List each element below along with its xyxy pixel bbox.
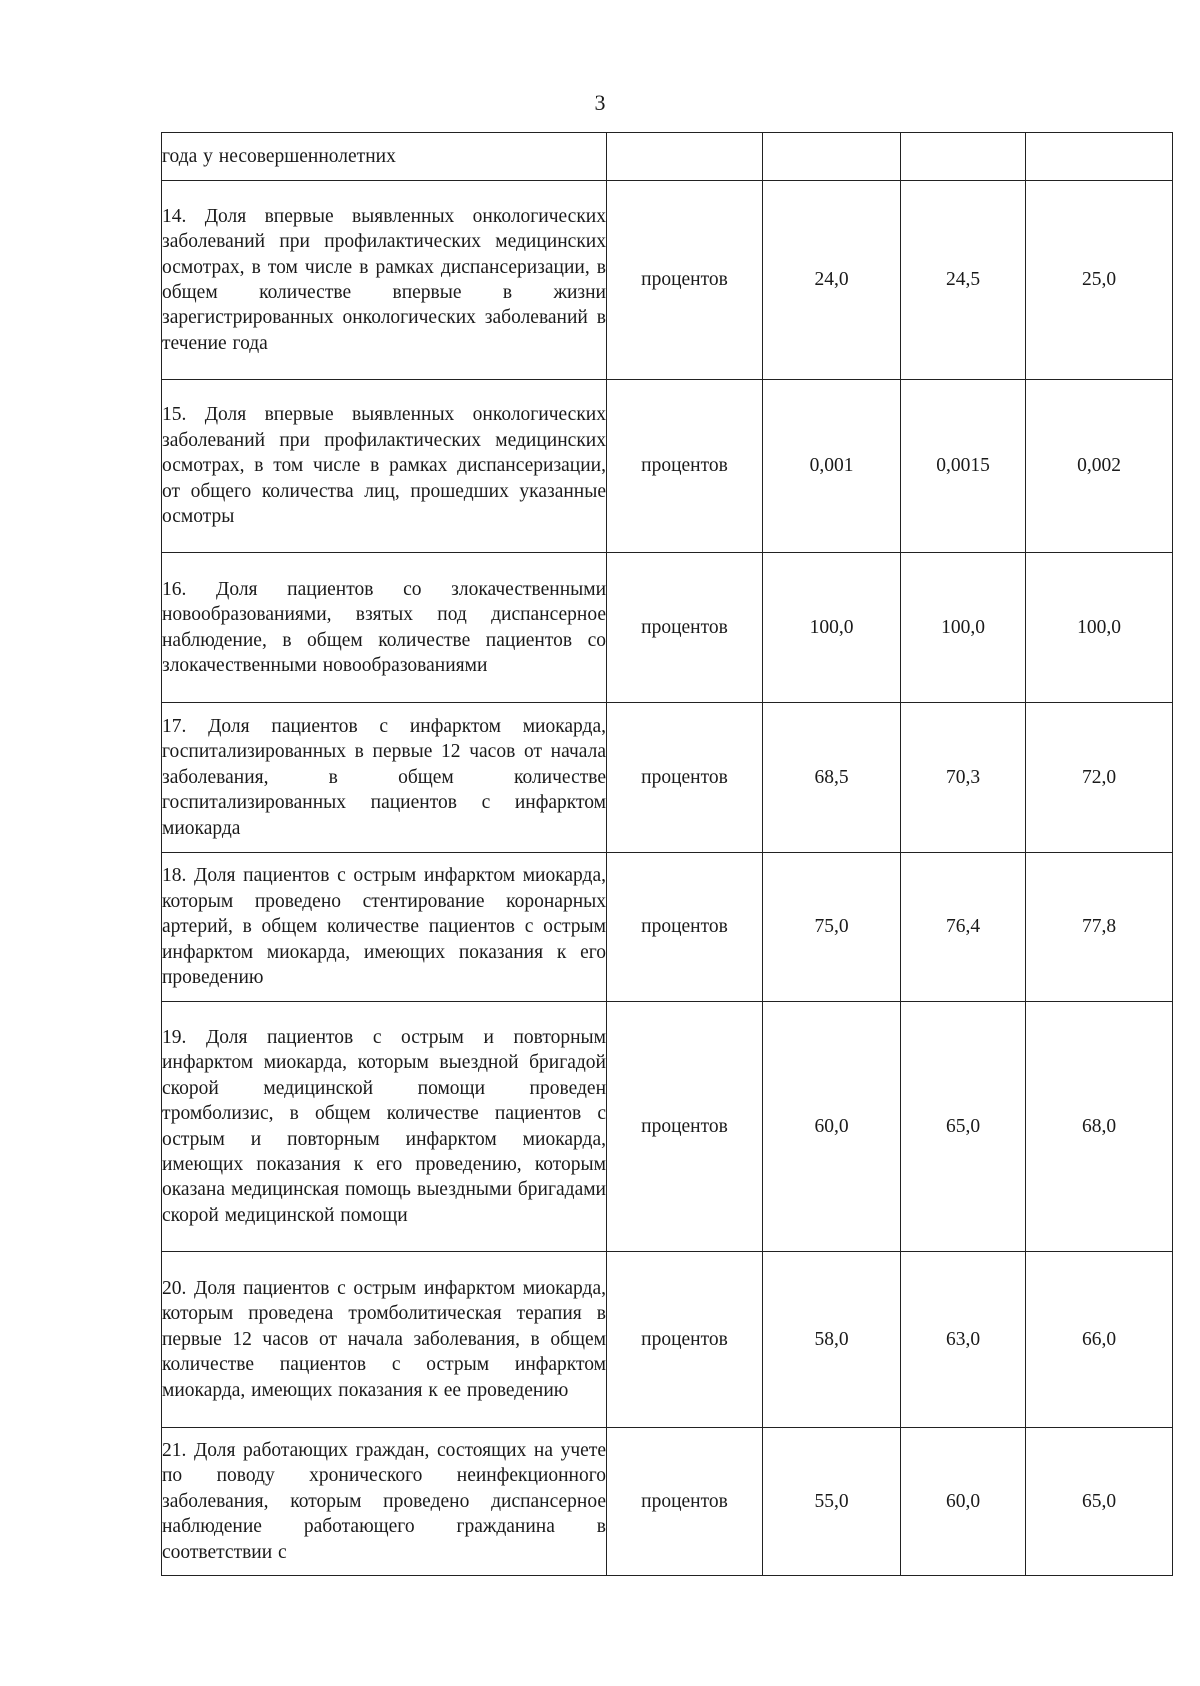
indicator-name: года у несовершеннолетних <box>162 133 607 181</box>
table-row <box>162 553 1173 703</box>
value-cell-3: 100,0 <box>1026 553 1173 703</box>
value-cell-3: 77,8 <box>1026 853 1173 1002</box>
value-cell-3: 68,0 <box>1026 1002 1173 1252</box>
value-cell-1: 58,0 <box>763 1252 901 1428</box>
unit-cell <box>607 133 763 181</box>
value-cell-2: 60,0 <box>901 1428 1026 1576</box>
indicators-table <box>161 132 1173 1576</box>
indicator-name: 16. Доля пациентов со злокачественными новообразованиями, взятых под диспансерное наблюдение, в общем количестве пациентов со злокачественными новообразованиями <box>162 553 607 703</box>
table-row <box>162 1002 1173 1252</box>
value-cell-2: 70,3 <box>901 703 1026 853</box>
unit-cell: процентов <box>607 703 763 853</box>
table-row <box>162 1428 1173 1576</box>
value-cell-1: 68,5 <box>763 703 901 853</box>
value-cell-2 <box>901 133 1026 181</box>
value-cell-3 <box>1026 133 1173 181</box>
value-cell-1: 24,0 <box>763 181 901 380</box>
value-cell-2: 100,0 <box>901 553 1026 703</box>
page-number: 3 <box>594 90 606 115</box>
unit-cell: процентов <box>607 380 763 553</box>
value-cell-2: 0,0015 <box>901 380 1026 553</box>
table-row <box>162 133 1173 181</box>
indicator-name: 20. Доля пациентов с острым инфарктом миокарда, которым проведена тромболитическая терапия в первые 12 часов от начала заболевания, в общем количестве пациентов с острым инфарктом миокарда, имеющих показания к ее проведению <box>162 1252 607 1428</box>
value-cell-1: 55,0 <box>763 1428 901 1576</box>
table-row <box>162 181 1173 380</box>
value-cell-3: 65,0 <box>1026 1428 1173 1576</box>
indicator-name: 19. Доля пациентов с острым и повторным инфарктом миокарда, которым выездной бригадой скорой медицинской помощи проведен тромболизис, в общем количестве пациентов с острым и повторным инфарктом миокарда, имеющих показания к его проведению, которым оказана медицинская помощь выездными бригадами скорой медицинской помощи <box>162 1002 607 1252</box>
unit-cell: процентов <box>607 853 763 1002</box>
value-cell-2: 76,4 <box>901 853 1026 1002</box>
value-cell-1: 100,0 <box>763 553 901 703</box>
value-cell-1: 60,0 <box>763 1002 901 1252</box>
value-cell-3: 0,002 <box>1026 380 1173 553</box>
table-row <box>162 853 1173 1002</box>
unit-cell: процентов <box>607 181 763 380</box>
table-row <box>162 380 1173 553</box>
value-cell-1: 75,0 <box>763 853 901 1002</box>
value-cell-2: 65,0 <box>901 1002 1026 1252</box>
table-row <box>162 1252 1173 1428</box>
value-cell-2: 24,5 <box>901 181 1026 380</box>
value-cell-3: 66,0 <box>1026 1252 1173 1428</box>
value-cell-3: 25,0 <box>1026 181 1173 380</box>
indicator-name: 15. Доля впервые выявленных онкологических заболеваний при профилактических медицинских осмотрах, в том числе в рамках диспансеризации, от общего количества лиц, прошедших указанные осмотры <box>162 380 607 553</box>
indicator-name: 18. Доля пациентов с острым инфарктом миокарда, которым проведено стентирование коронарных артерий, в общем количестве пациентов с острым инфарктом миокарда, имеющих показания к его проведению <box>162 853 607 1002</box>
indicator-name: 14. Доля впервые выявленных онкологических заболеваний при профилактических медицинских осмотрах, в том числе в рамках диспансеризации, в общем количестве впервые в жизни зарегистрированных онкологических заболеваний в течение года <box>162 181 607 380</box>
indicator-name: 21. Доля работающих граждан, состоящих на учете по поводу хронического неинфекционного заболевания, которым проведено диспансерное наблюдение работающего гражданина в соответствии с <box>162 1428 607 1576</box>
unit-cell: процентов <box>607 1002 763 1252</box>
value-cell-1: 0,001 <box>763 380 901 553</box>
unit-cell: процентов <box>607 553 763 703</box>
value-cell-2: 63,0 <box>901 1252 1026 1428</box>
value-cell-3: 72,0 <box>1026 703 1173 853</box>
unit-cell: процентов <box>607 1252 763 1428</box>
value-cell-1 <box>763 133 901 181</box>
indicator-name: 17. Доля пациентов с инфарктом миокарда, госпитализированных в первые 12 часов от начала заболевания, в общем количестве госпитализированных пациентов с инфарктом миокарда <box>162 703 607 853</box>
table-row <box>162 703 1173 853</box>
unit-cell: процентов <box>607 1428 763 1576</box>
